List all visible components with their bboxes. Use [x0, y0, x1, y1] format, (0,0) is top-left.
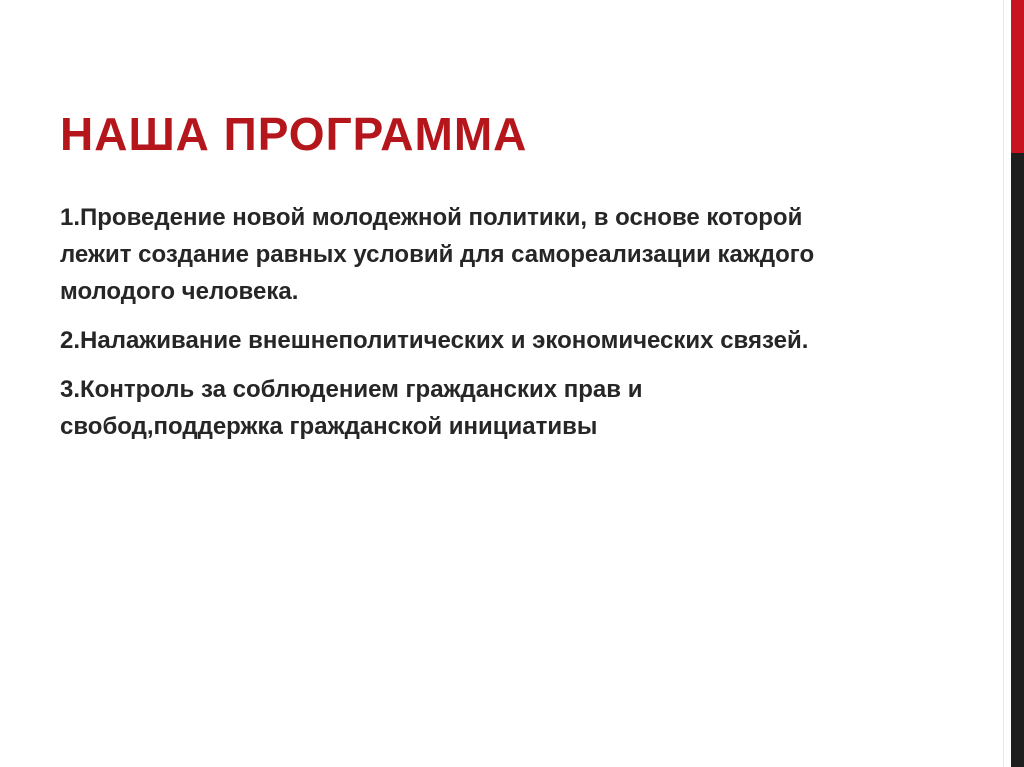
program-point-2: 2.Налаживание внешнеполитических и экономических связей.	[60, 327, 809, 354]
program-point-1: 1.Проведение новой молодежной политики, в основе которой лежит создание равных условий для самореализации каждого молодого человека.	[60, 204, 815, 305]
program-point-3: 3.Контроль за соблюдением гражданских прав и свобод,поддержка гражданской инициативы	[60, 376, 643, 440]
slide-body	[60, 199, 860, 457]
accent-bar-red	[1011, 0, 1024, 153]
slide-title: НАША ПРОГРАММА	[60, 108, 528, 160]
accent-bar-dark	[1011, 153, 1024, 767]
